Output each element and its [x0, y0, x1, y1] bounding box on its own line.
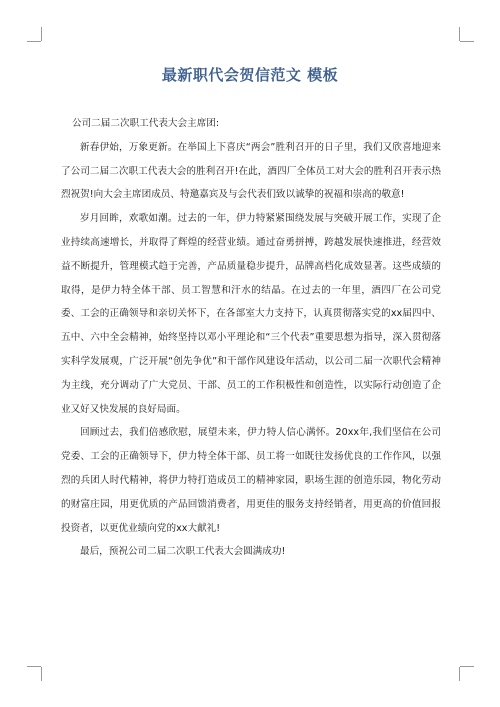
paragraph-2: 岁月回眸，欢歌如潮。过去的一年，伊力特紧紧围绕发展与突破开展工作，实现了企业持续高速增长，并取得了辉煌的经营业绩。通过奋勇拼搏，跨越发展快速推进，经营效益不断提升，管理模式趋于完善，产品质量稳步提升，品牌高档化成效显著。这些成绩的取得，是伊力特全体干部、员工智慧和汗水的结晶。在过去的一年里，酒四厂在公司党委、工会的正确领导和亲切关怀下，在各部室大力支持下，认真贯彻落实党的xx届四中、五中、六中全会精神，始终坚持以邓小平理论和“三个代表”重要思想为指导，深入贯彻落实科学发展观，广泛开展“创先争优”和干部作风建设年活动，以公司二届一次职代会精神为主线，充分调动了广大党员、干部、员工的工作积极性和创造性，以实际行动创造了企业又好又快发展的良好局面。	[61, 213, 441, 415]
bottom-right-crop-mark-h	[460, 666, 474, 667]
paragraph-3: 回顾过去，我们倍感欣慰，展望未来，伊力特人信心满怀。20xx年,我们坚信在公司党委、工会的正确领导下，伊力特全体干部、员工将一如既往发扬优良的工作作风，以强烈的兵团人时代精神，将伊力特打造成员工的精神家园，职场生涯的创造乐园，物化劳动的财富庄园，用更优质的产品回馈消费者，用更佳的服务支持经销者，用更高的价值回报投资者，以更优业绩向党的xx大献礼!	[61, 427, 441, 534]
top-left-crop-mark-h	[27, 41, 41, 42]
bottom-left-crop-mark-v	[41, 667, 42, 681]
top-right-crop-mark-v	[459, 27, 460, 41]
bottom-left-crop-mark-h	[27, 666, 41, 667]
paragraph-4: 最后，预祝公司二届二次职工代表大会圆满成功!	[80, 546, 286, 558]
bottom-right-crop-mark-v	[459, 667, 460, 681]
top-left-crop-mark-v	[41, 27, 42, 41]
salutation: 公司二届二次职工代表大会主席团:	[72, 118, 220, 129]
paragraph-1: 新春伊始，万象更新。在举国上下喜庆“两会”胜利召开的日子里，我们又欣喜地迎来了公司二届二次职工代表大会的胜利召开!在此，酒四厂全体员工对大会的胜利召开表示热烈祝贺!向大会主席团成员、特邀嘉宾及与会代表们致以诚挚的祝福和崇高的敬意!	[61, 141, 441, 201]
document-body	[61, 112, 441, 564]
top-right-crop-mark-h	[460, 41, 474, 42]
document-title: 最新职代会贺信范文 模板	[161, 66, 339, 84]
